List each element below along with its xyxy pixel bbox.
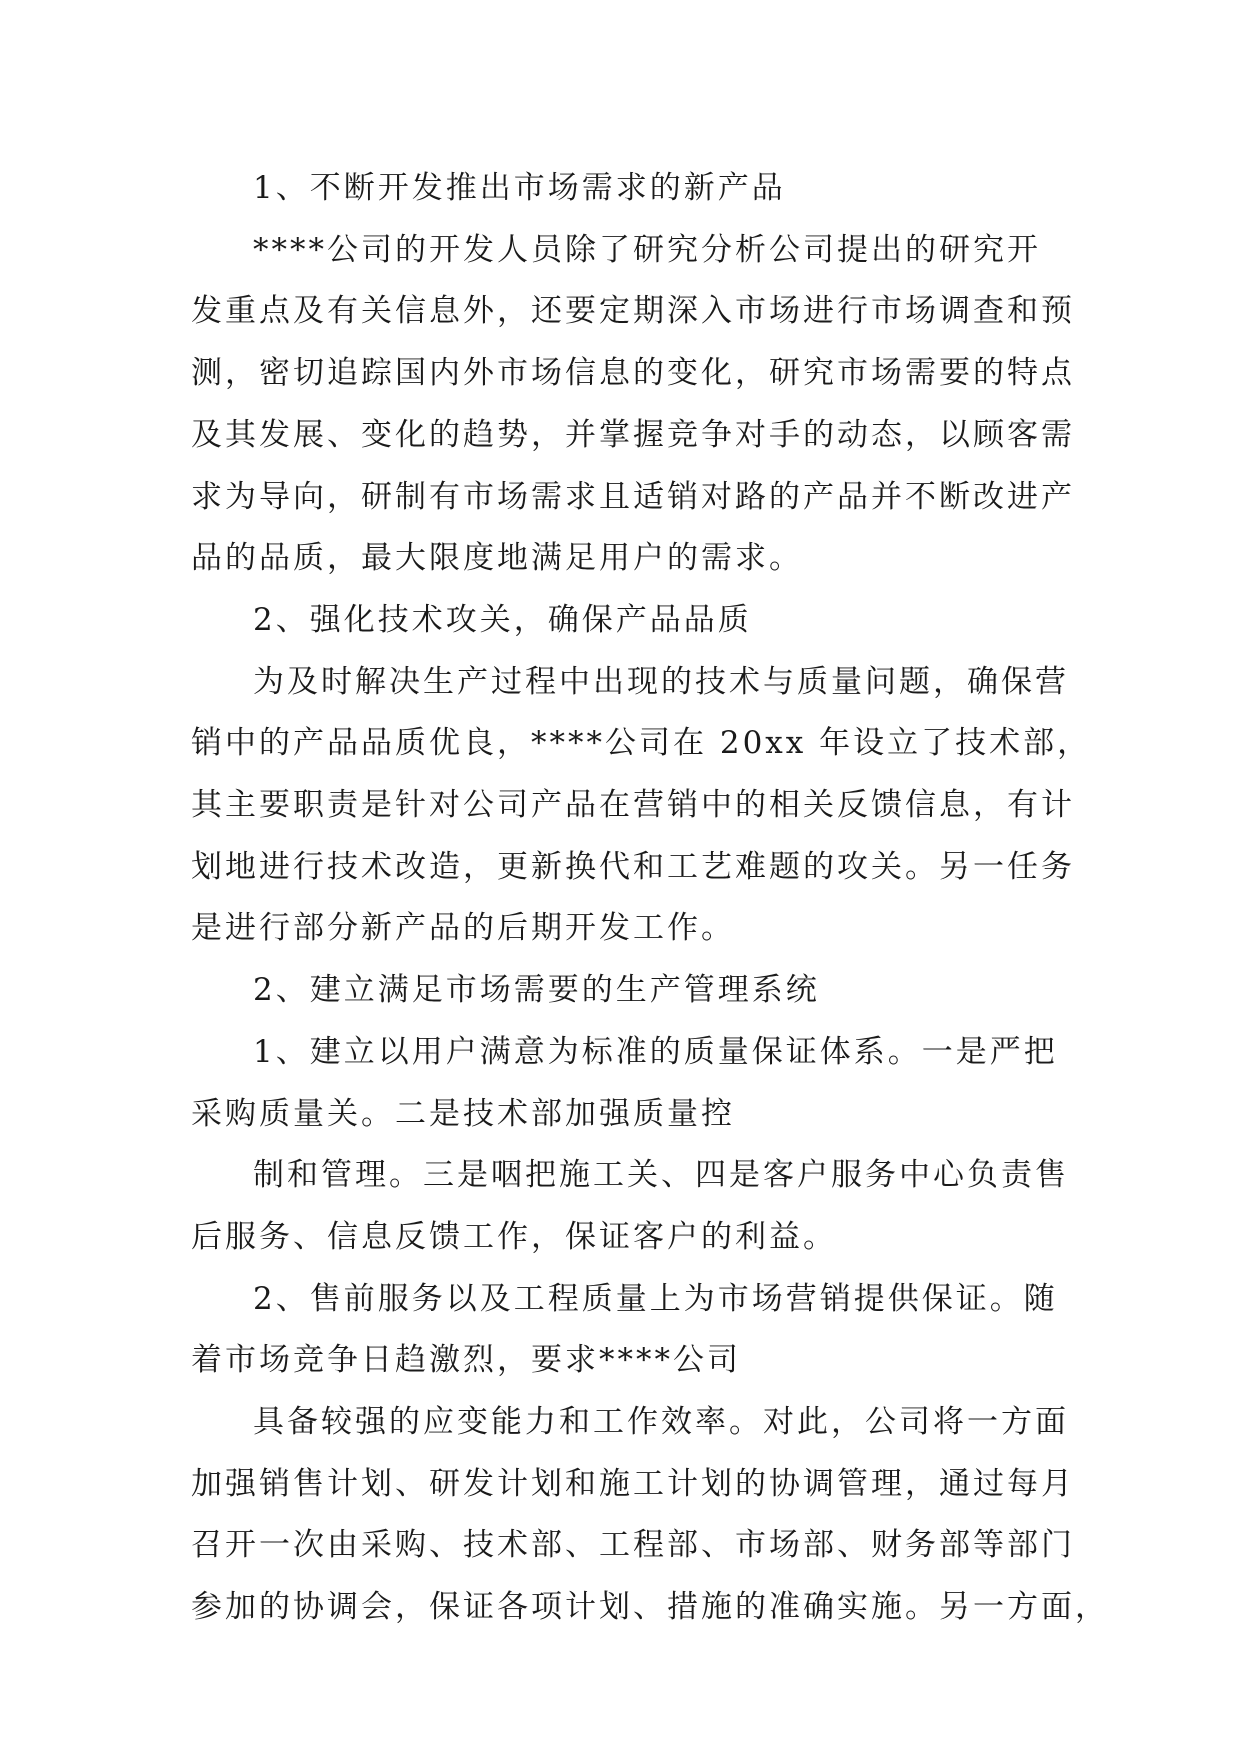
document-body <box>191 158 1109 1639</box>
line: 2、建立满足市场需要的生产管理系统 <box>253 972 820 1009</box>
line: 是进行部分新产品的后期开发工作。 <box>191 910 735 947</box>
line: 参加的协调会，保证各项计划、措施的准确实施。另一方面， <box>191 1589 1109 1626</box>
paragraph-coordination <box>191 1392 1109 1639</box>
line: 2、强化技术攻关，确保产品品质 <box>253 601 752 638</box>
line: 召开一次由采购、技术部、工程部、市场部、财务部等部门 <box>191 1527 1075 1564</box>
line: 及其发展、变化的趋势，并掌握竞争对手的动态，以顾客需 <box>191 416 1075 453</box>
line: 销中的产品品质优良，****公司在 20xx 年设立了技术部， <box>191 725 1092 762</box>
line: 为及时解决生产过程中出现的技术与质量问题，确保营 <box>253 663 1069 700</box>
line: 后服务、信息反馈工作，保证客户的利益。 <box>191 1218 837 1255</box>
paragraph-quality-management <box>191 1145 1069 1268</box>
line: 测，密切追踪国内外市场信息的变化，研究市场需要的特点 <box>191 355 1075 392</box>
heading-2-tech-quality <box>191 590 1053 652</box>
line: 1、建立以用户满意为标准的质量保证体系。一是严把 <box>253 1033 1058 1070</box>
line: 具备较强的应变能力和工作效率。对此，公司将一方面 <box>253 1404 1069 1441</box>
line: 划地进行技术改造，更新换代和工艺难题的攻关。另一任务 <box>191 848 1075 885</box>
paragraph-presale-service <box>191 1269 1058 1392</box>
line: 发重点及有关信息外，还要定期深入市场进行市场调查和预 <box>191 293 1075 330</box>
paragraph-development <box>191 220 1075 590</box>
line: 制和管理。三是咽把施工关、四是客户服务中心负责售 <box>253 1157 1069 1194</box>
line: 2、售前服务以及工程质量上为市场营销提供保证。随 <box>253 1280 1058 1317</box>
line: 采购质量关。二是技术部加强质量控 <box>191 1095 735 1132</box>
paragraph-quality-system <box>191 1022 1058 1145</box>
paragraph-tech-department <box>191 652 1092 961</box>
line: 其主要职责是针对公司产品在营销中的相关反馈信息，有计 <box>191 787 1075 824</box>
heading-2-production-system <box>191 960 1053 1022</box>
line: 着市场竞争日趋激烈，要求****公司 <box>191 1342 741 1379</box>
heading-1-new-products <box>191 158 1053 220</box>
line: 加强销售计划、研发计划和施工计划的协调管理，通过每月 <box>191 1465 1075 1502</box>
line: 品的品质，最大限度地满足用户的需求。 <box>191 540 803 577</box>
line: 1、不断开发推出市场需求的新产品 <box>253 170 786 206</box>
line: ****公司的开发人员除了研究分析公司提出的研究开 <box>253 231 1041 268</box>
line: 求为导向，研制有市场需求且适销对路的产品并不断改进产 <box>191 478 1075 515</box>
